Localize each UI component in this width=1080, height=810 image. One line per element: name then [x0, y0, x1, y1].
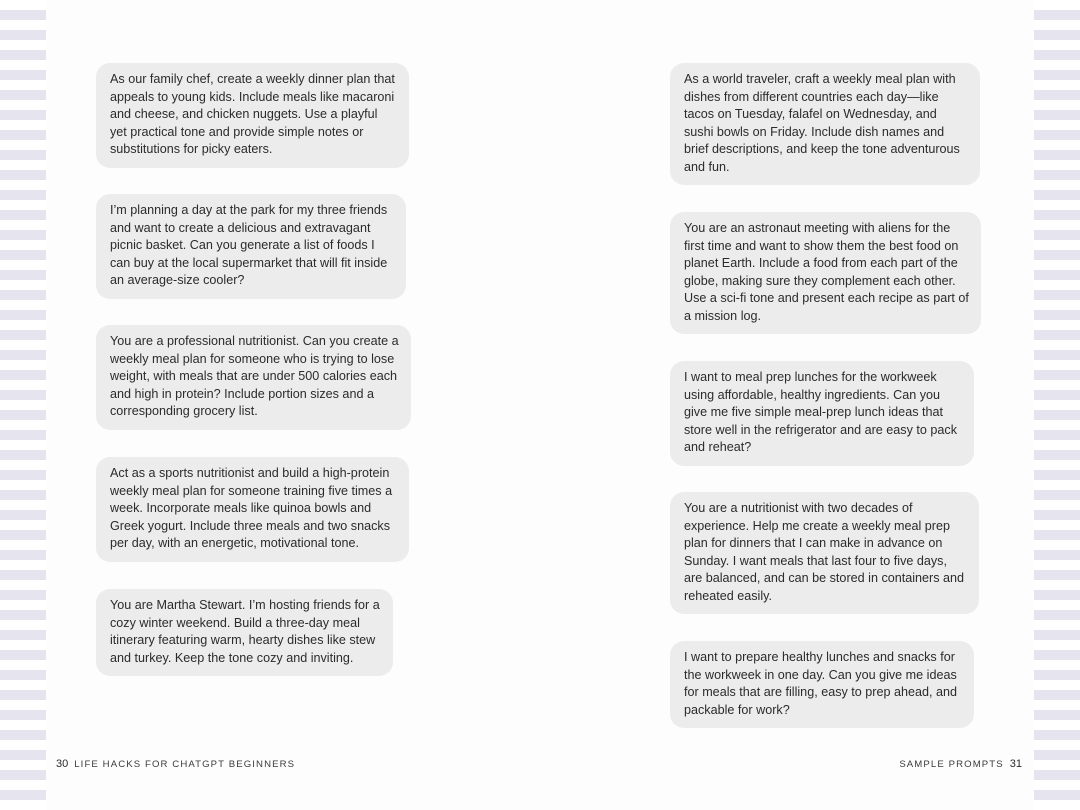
running-title: LIFE HACKS FOR CHATGPT BEGINNERS: [74, 759, 296, 770]
prompt-bubble: As our family chef, create a weekly dinner plan that appeals to young kids. Include meals like macaroni and cheese, and chicken nuggets. Use a playful yet practical tone and provide simple notes or substitutions for picky eaters.: [96, 63, 409, 168]
prompt-bubble: You are Martha Stewart. I’m hosting friends for a cozy winter weekend. Build a three-day meal itinerary featuring warm, hearty dishes like stew and turkey. Keep the tone cozy and inviting.: [96, 589, 393, 676]
left-page-footer: [56, 758, 295, 770]
prompt-bubble: You are an astronaut meeting with aliens for the first time and want to show them the best food on planet Earth. Include a food from each part of the globe, making sure they complement each other. Use a sci-fi tone and present each recipe as part of a mission log.: [670, 212, 981, 334]
prompt-bubble: I want to meal prep lunches for the workweek using affordable, healthy ingredients. Can you give me five simple meal-prep lunch ideas that store well in the refrigerator and are easy to pack and reheat?: [670, 361, 974, 466]
running-title: SAMPLE PROMPTS: [899, 759, 1004, 770]
right-page-footer: [899, 758, 1022, 770]
prompt-bubble: As a world traveler, craft a weekly meal plan with dishes from different countries each day—like tacos on Tuesday, falafel on Wednesday, and sushi bowls on Friday. Include dish names and brief descriptions, and keep the tone adventurous and fun.: [670, 63, 980, 185]
prompt-bubble: You are a nutritionist with two decades of experience. Help me create a weekly meal prep plan for dinners that I can make in advance on Sunday. I want meals that last four to five days, are balanced, and can be stored in containers and reheated easily.: [670, 492, 979, 614]
prompt-bubble: I’m planning a day at the park for my three friends and want to create a delicious and extravagant picnic basket. Can you generate a list of foods I can buy at the local supermarket that will fit inside an average-size cooler?: [96, 194, 406, 299]
prompt-bubble: I want to prepare healthy lunches and snacks for the workweek in one day. Can you give me ideas for meals that are filling, easy to prep ahead, and packable for work?: [670, 641, 974, 728]
prompt-bubble: You are a professional nutritionist. Can you create a weekly meal plan for someone who is trying to lose weight, with meals that are under 500 calories each and high in protein? Include portion sizes and a corresponding grocery list.: [96, 325, 411, 430]
right-edge-stripes: [1034, 0, 1080, 810]
page-number: 30: [56, 758, 69, 770]
left-edge-stripes: [0, 0, 46, 810]
page-number: 31: [1009, 758, 1022, 770]
prompt-bubble: Act as a sports nutritionist and build a high-protein weekly meal plan for someone training five times a week. Incorporate meals like quinoa bowls and Greek yogurt. Include three meals and two snacks per day, with an energetic, motivational tone.: [96, 457, 409, 562]
